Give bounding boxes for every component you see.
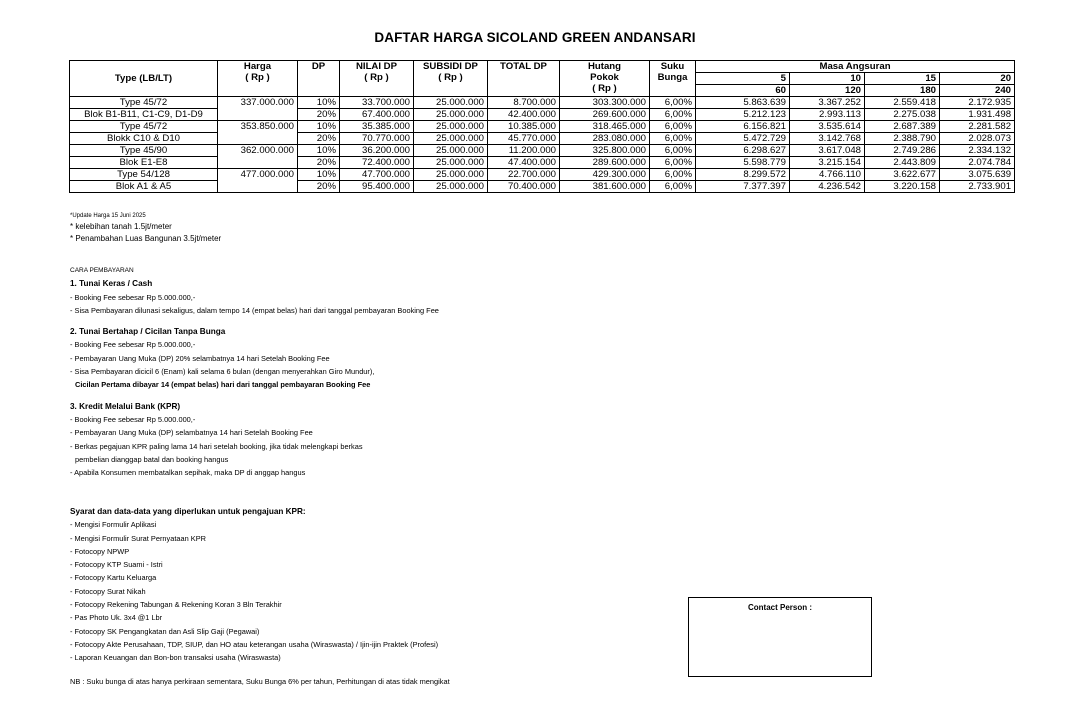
table-row — [70, 181, 1015, 193]
cell-angsuran-20: 3.075.639 — [940, 169, 1015, 181]
cell-harga: 362.000.000 — [218, 145, 298, 157]
header-masa-angsuran: Masa Angsuran — [696, 61, 1015, 73]
list-item: - Fotocopy KTP Suami - Istri — [70, 560, 163, 570]
cell-bunga: 6,00% — [650, 97, 696, 109]
cell-angsuran-20: 1.931.498 — [940, 109, 1015, 121]
cell-nilai-dp: 72.400.000 — [340, 157, 414, 169]
cell-angsuran-10: 3.215.154 — [790, 157, 865, 169]
cell-angsuran-10: 3.367.252 — [790, 97, 865, 109]
section-1-title: 1. Tunai Keras / Cash — [70, 279, 153, 289]
cell-nilai-dp: 67.400.000 — [340, 109, 414, 121]
cell-type: Type 45/90 — [70, 145, 218, 157]
cell-harga — [218, 109, 298, 121]
cell-angsuran-15: 2.559.418 — [865, 97, 940, 109]
table-row — [70, 133, 1015, 145]
cell-subsidi: 25.000.000 — [414, 121, 488, 133]
nb-note: NB : Suku bunga di atas hanya perkiraan sementara, Suku Bunga 6% per tahun, Perhitungan di atas tidak mengikat — [70, 677, 450, 686]
list-item: - Pembayaran Uang Muka (DP) 20% selambatnya 14 hari Setelah Booking Fee — [70, 353, 330, 363]
list-item: pembelian dianggap batal dan booking hangus — [75, 454, 229, 464]
cell-hutang: 289.600.000 — [560, 157, 650, 169]
cell-bunga: 6,00% — [650, 121, 696, 133]
section-3-title: 3. Kredit Melalui Bank (KPR) — [70, 401, 181, 411]
table-row — [70, 109, 1015, 121]
cell-angsuran-5: 5.212.123 — [696, 109, 790, 121]
cell-type: Blokk C10 & D10 — [70, 133, 218, 145]
cell-bunga: 6,00% — [650, 109, 696, 121]
price-table — [69, 60, 1015, 193]
header-month-60: 60 — [696, 85, 790, 97]
cell-total-dp: 47.400.000 — [488, 157, 560, 169]
header-total-dp: TOTAL DP — [488, 61, 560, 97]
contact-person-label: Contact Person : — [747, 603, 812, 612]
cell-total-dp: 10.385.000 — [488, 121, 560, 133]
cell-type: Type 45/72 — [70, 97, 218, 109]
cell-type: Blok B1-B11, C1-C9, D1-D9 — [70, 109, 218, 121]
header-month-180: 180 — [865, 85, 940, 97]
cell-hutang: 283.080.000 — [560, 133, 650, 145]
cell-angsuran-20: 2.028.073 — [940, 133, 1015, 145]
cell-nilai-dp: 33.700.000 — [340, 97, 414, 109]
document-title: DAFTAR HARGA SICOLAND GREEN ANDANSARI — [374, 30, 696, 45]
syarat-title: Syarat dan data-data yang diperlukan untuk pengajuan KPR: — [70, 507, 306, 516]
cell-angsuran-20: 2.733.901 — [940, 181, 1015, 193]
list-item: - Fotocopy Surat Nikah — [70, 586, 146, 596]
list-item: - Berkas pegajuan KPR paling lama 14 hari setelah booking, jika tidak melengkapi berkas — [70, 441, 363, 451]
cell-angsuran-15: 2.749.286 — [865, 145, 940, 157]
cell-bunga: 6,00% — [650, 181, 696, 193]
cell-angsuran-5: 5.863.639 — [696, 97, 790, 109]
cell-bunga: 6,00% — [650, 145, 696, 157]
list-item: - Mengisi Formulir Aplikasi — [70, 520, 157, 530]
cell-harga — [218, 181, 298, 193]
cell-nilai-dp: 70.770.000 — [340, 133, 414, 145]
list-item: Cicilan Pertama dibayar 14 (empat belas) hari dari tanggal pembayaran Booking Fee — [75, 380, 371, 390]
cell-nilai-dp: 36.200.000 — [340, 145, 414, 157]
cell-total-dp: 70.400.000 — [488, 181, 560, 193]
header-year-10: 10 — [790, 73, 865, 85]
cell-angsuran-10: 2.993.113 — [790, 109, 865, 121]
cell-angsuran-20: 2.334.132 — [940, 145, 1015, 157]
cell-dp: 20% — [298, 157, 340, 169]
header-nilai-dp: NILAI DP ( Rp ) — [340, 61, 414, 97]
cell-nilai-dp: 35.385.000 — [340, 121, 414, 133]
list-item: - Apabila Konsumen membatalkan sepihak, maka DP di anggap hangus — [70, 468, 306, 478]
tanah-note: * kelebihan tanah 1.5jt/meter — [70, 222, 172, 231]
cell-hutang: 429.300.000 — [560, 169, 650, 181]
list-item: - Pas Photo Uk. 3x4 @1 Lbr — [70, 613, 163, 623]
cell-total-dp: 8.700.000 — [488, 97, 560, 109]
table-row — [70, 121, 1015, 133]
cell-angsuran-10: 4.236.542 — [790, 181, 865, 193]
cell-angsuran-20: 2.074.784 — [940, 157, 1015, 169]
cell-bunga: 6,00% — [650, 169, 696, 181]
cell-harga: 477.000.000 — [218, 169, 298, 181]
list-item: - Sisa Pembayaran dicicil 6 (Enam) kali selama 6 bulan (dengan menyerahkan Giro Mundur), — [70, 367, 375, 377]
list-item: - Booking Fee sebesar Rp 5.000.000,- — [70, 292, 196, 302]
header-harga: Harga ( Rp ) — [218, 61, 298, 97]
cell-dp: 20% — [298, 181, 340, 193]
cell-angsuran-10: 3.535.614 — [790, 121, 865, 133]
list-item: - Pembayaran Uang Muka (DP) selambatnya 14 hari Setelah Booking Fee — [70, 428, 313, 438]
header-dp: DP — [298, 61, 340, 97]
list-item: - Fotocopy Kartu Keluarga — [70, 573, 157, 583]
cell-type: Blok E1-E8 — [70, 157, 218, 169]
list-item: - Fotocopy SK Pengangkatan dan Asli Slip Gaji (Pegawai) — [70, 626, 260, 636]
list-item: - Laporan Keuangan dan Bon-bon transaksi usaha (Wiraswasta) — [70, 653, 281, 663]
header-month-240: 240 — [940, 85, 1015, 97]
cell-angsuran-10: 3.142.768 — [790, 133, 865, 145]
list-item: - Fotocopy Akte Perusahaan, TDP, SIUP, dan HO atau keterangan usaha (Wiraswasta) / Ijin-ijin Praktek (Profesi) — [70, 639, 439, 649]
list-item: - Fotocopy Rekening Tabungan & Rekening Koran 3 Bln Terakhir — [70, 600, 282, 610]
cell-angsuran-15: 2.687.389 — [865, 121, 940, 133]
list-item: - Booking Fee sebesar Rp 5.000.000,- — [70, 340, 196, 350]
cell-dp: 10% — [298, 97, 340, 109]
table-row — [70, 145, 1015, 157]
cell-angsuran-15: 2.275.038 — [865, 109, 940, 121]
cell-total-dp: 22.700.000 — [488, 169, 560, 181]
section-2-title: 2. Tunai Bertahap / Cicilan Tanpa Bunga — [70, 327, 226, 337]
update-note: *Update Harga 15 Juni 2025 — [70, 213, 146, 219]
cell-angsuran-5: 5.598.779 — [696, 157, 790, 169]
header-month-120: 120 — [790, 85, 865, 97]
cell-angsuran-5: 8.299.572 — [696, 169, 790, 181]
cell-bunga: 6,00% — [650, 157, 696, 169]
cell-bunga: 6,00% — [650, 133, 696, 145]
cell-harga: 337.000.000 — [218, 97, 298, 109]
list-item: - Fotocopy NPWP — [70, 546, 130, 556]
cell-angsuran-20: 2.281.582 — [940, 121, 1015, 133]
cell-dp: 10% — [298, 169, 340, 181]
contact-person-box — [688, 597, 872, 677]
cell-harga: 353.850.000 — [218, 121, 298, 133]
cell-total-dp: 42.400.000 — [488, 109, 560, 121]
cell-type: Type 54/128 — [70, 169, 218, 181]
list-item: - Sisa Pembayaran dilunasi sekaligus, dalam tempo 14 (empat belas) hari dari tanggal pembayaran Booking Fee — [70, 305, 439, 315]
cell-angsuran-15: 3.622.677 — [865, 169, 940, 181]
cell-hutang: 318.465.000 — [560, 121, 650, 133]
header-suku-bunga: Suku Bunga — [650, 61, 696, 97]
cell-total-dp: 45.770.000 — [488, 133, 560, 145]
cell-angsuran-20: 2.172.935 — [940, 97, 1015, 109]
notes — [70, 212, 221, 245]
cell-angsuran-10: 3.617.048 — [790, 145, 865, 157]
list-item: - Booking Fee sebesar Rp 5.000.000,- — [70, 414, 196, 424]
cell-nilai-dp: 95.400.000 — [340, 181, 414, 193]
table-row — [70, 169, 1015, 181]
cell-hutang: 381.600.000 — [560, 181, 650, 193]
cell-type: Type 45/72 — [70, 121, 218, 133]
cell-nilai-dp: 47.700.000 — [340, 169, 414, 181]
cell-hutang: 303.300.000 — [560, 97, 650, 109]
cara-pembayaran — [70, 264, 439, 479]
table-row — [70, 97, 1015, 109]
cell-subsidi: 25.000.000 — [414, 109, 488, 121]
cell-subsidi: 25.000.000 — [414, 133, 488, 145]
cell-harga — [218, 133, 298, 145]
cell-subsidi: 25.000.000 — [414, 157, 488, 169]
cell-subsidi: 25.000.000 — [414, 169, 488, 181]
list-item: - Mengisi Formulir Surat Pernyataan KPR — [70, 533, 206, 543]
header-year-5: 5 — [696, 73, 790, 85]
cell-hutang: 269.600.000 — [560, 109, 650, 121]
cell-total-dp: 11.200.000 — [488, 145, 560, 157]
table-row — [70, 157, 1015, 169]
cell-dp: 10% — [298, 121, 340, 133]
syarat-section — [70, 505, 438, 665]
cell-subsidi: 25.000.000 — [414, 181, 488, 193]
header-hutang-pokok: Hutang Pokok ( Rp ) — [560, 61, 650, 97]
cell-angsuran-15: 2.443.809 — [865, 157, 940, 169]
cell-angsuran-5: 6.156.821 — [696, 121, 790, 133]
cell-angsuran-15: 3.220.158 — [865, 181, 940, 193]
header-year-15: 15 — [865, 73, 940, 85]
header-type: Type (LB/LT) — [70, 61, 218, 97]
cell-dp: 20% — [298, 109, 340, 121]
cell-harga — [218, 157, 298, 169]
cell-angsuran-5: 6.298.627 — [696, 145, 790, 157]
cell-angsuran-5: 7.377.397 — [696, 181, 790, 193]
cara-heading: CARA PEMBAYARAN — [70, 267, 134, 274]
cell-subsidi: 25.000.000 — [414, 97, 488, 109]
cell-dp: 10% — [298, 145, 340, 157]
cell-subsidi: 25.000.000 — [414, 145, 488, 157]
header-year-20: 20 — [940, 73, 1015, 85]
cell-angsuran-10: 4.766.110 — [790, 169, 865, 181]
cell-type: Blok A1 & A5 — [70, 181, 218, 193]
cell-dp: 20% — [298, 133, 340, 145]
header-subsidi-dp: SUBSIDI DP ( Rp ) — [414, 61, 488, 97]
cell-angsuran-15: 2.388.790 — [865, 133, 940, 145]
cell-angsuran-5: 5.472.729 — [696, 133, 790, 145]
bangunan-note: * Penambahan Luas Bangunan 3.5jt/meter — [70, 234, 222, 243]
cell-hutang: 325.800.000 — [560, 145, 650, 157]
